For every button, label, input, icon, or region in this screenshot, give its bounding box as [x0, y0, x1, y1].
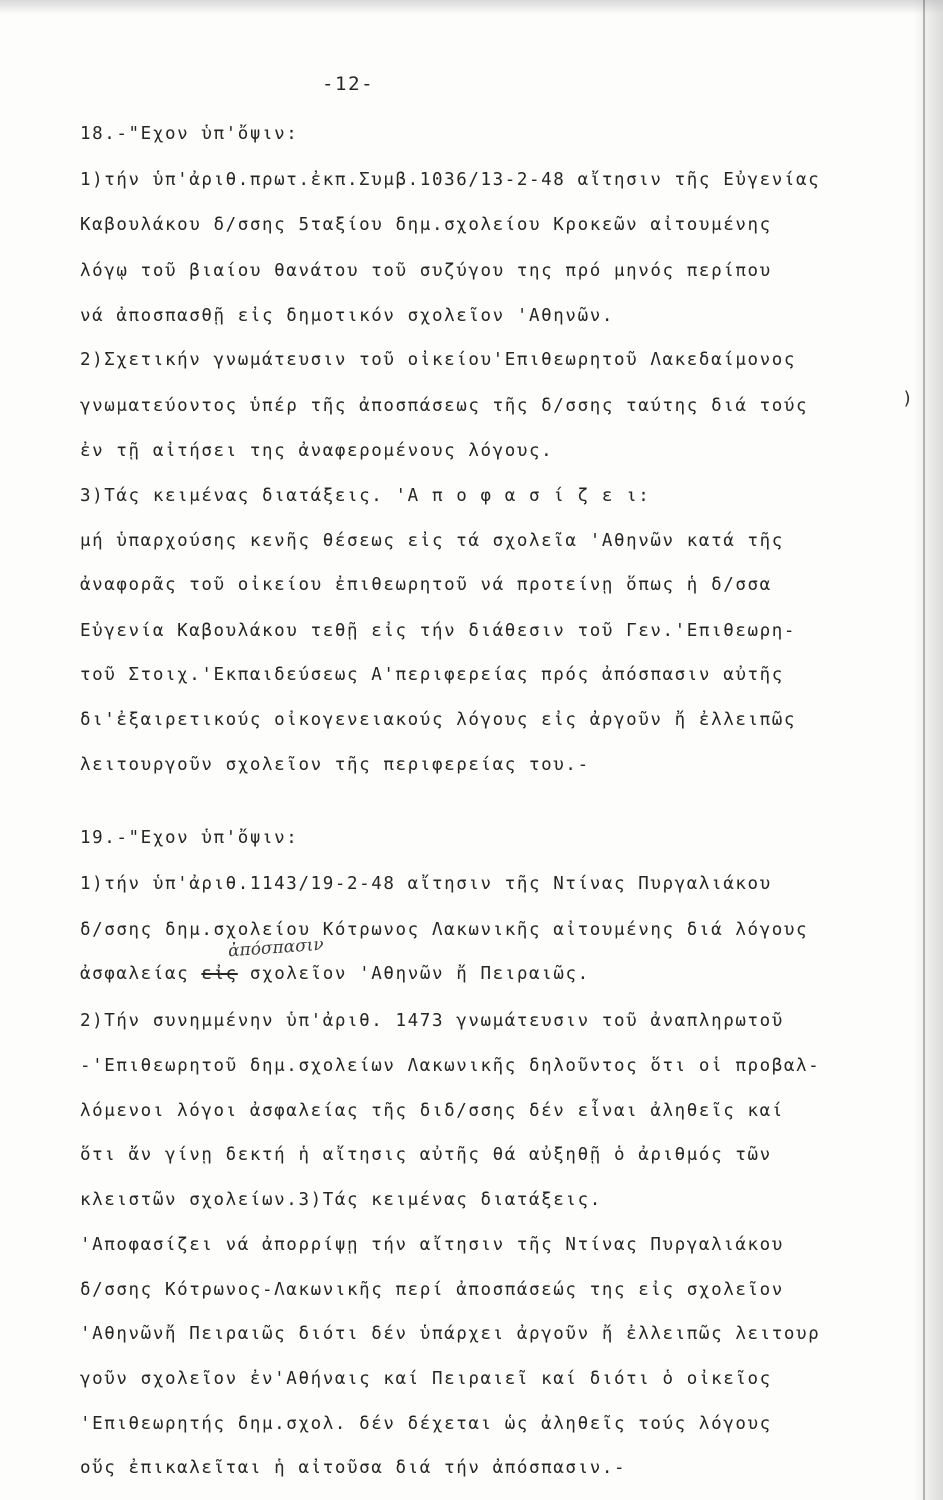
- decision-19-line: δ/σσης δημ.σχολείου Κότρωνος Λακωνικῆς αἰτουμένης διά λόγους: [80, 920, 809, 940]
- struck-word: εἰς: [201, 964, 238, 984]
- decision-19-line: λόμενοι λόγοι ἀσφαλείας τῆς διδ/σσης δέν εἶναι ἀληθεῖς καί: [80, 1101, 784, 1121]
- decision-19-line: 1)τήν ὑπ'ἀριθ.1143/19-2-48 αἴτησιν τῆς Ντίνας Πυργαλιάκου: [80, 874, 772, 894]
- decision-19-line: γοῦν σχολεῖον ἐν'Αθήναις καί Πειραιεῖ καί διότι ὁ οἰκεῖος: [80, 1369, 772, 1389]
- decision-19-line: κλειστῶν σχολείων.3)Τάς κειμένας διατάξεις.: [80, 1190, 602, 1210]
- decision-19-line: 'Αθηνῶνἤ Πειραιῶς διότι δέν ὑπάρχει ἀργοῦν ἤ ἐλλειπῶς λειτουρ: [80, 1324, 821, 1344]
- decision-18-line: 1)τήν ὑπ'ἀριθ.πρωτ.ἐκπ.Συμβ.1036/13-2-48 αἴτησιν τῆς Εὐγενίας: [80, 170, 821, 190]
- decision-19-line: 2)Τήν συνημμένην ὑπ'ἀριθ. 1473 γνωμάτευσιν τοῦ ἀναπληρωτοῦ: [80, 1011, 784, 1031]
- decision-18-line: τοῦ Στοιχ.'Εκπαιδεύσεως Α'περιφερείας πρός ἀπόσπασιν αὐτῆς: [80, 665, 784, 685]
- decision-19-line: 'Επιθεωρητής δημ.σχολ. δέν δέχεται ὡς ἀληθεῖς τούς λόγους: [80, 1414, 772, 1434]
- decision-18-line: λειτουργοῦν σχολεῖον τῆς περιφερείας του.-: [80, 755, 590, 775]
- scan-fold: [0, 0, 943, 14]
- scan-edge-line: [923, 0, 925, 1500]
- decision-18-line: ἀναφορᾶς τοῦ οἰκείου ἐπιθεωρητοῦ νά προτείνῃ ὅπως ἡ δ/σσα: [80, 575, 772, 595]
- decision-18-line: δι'ἐξαιρετικούς οἰκογενειακούς λόγους εἰς ἀργοῦν ἤ ἐλλειπῶς: [80, 710, 797, 730]
- decision-19-line: -'Επιθεωρητοῦ δημ.σχολείων Λακωνικῆς δηλοῦντος ὅτι οἱ προβαλ-: [80, 1056, 821, 1076]
- decision-19-line-3: [80, 964, 590, 984]
- decision-19-line: δ/σσης Κότρωνος-Λακωνικῆς περί ἀποσπάσεώς της εἰς σχολεῖον: [80, 1280, 784, 1300]
- scan-edge-shadow: [913, 0, 943, 1500]
- decision-18-line: νά ἀποσπασθῇ εἰς δημοτικόν σχολεῖον 'Αθηνῶν.: [80, 306, 614, 326]
- line-3-start: ἀσφαλείας: [80, 964, 190, 984]
- decision-18-line: 2)Σχετικήν γνωμάτευσιν τοῦ οἰκείου'Επιθεωρητοῦ Λακεδαίμονος: [80, 350, 797, 370]
- decision-18-line: Καβουλάκου δ/σσης 5ταξίου δημ.σχολείου Κροκεῶν αἰτουμένης: [80, 215, 772, 235]
- decision-19-line: 'Αποφασίζει νά ἀπορρίψῃ τήν αἴτησιν τῆς Ντίνας Πυργαλιάκου: [80, 1235, 784, 1255]
- margin-mark: ): [902, 388, 913, 409]
- decision-18-line: Εὐγενία Καβουλάκου τεθῇ εἰς τήν διάθεσιν τοῦ Γεν.'Επιθεωρη-: [80, 621, 797, 641]
- decision-19-heading: 19.-"Εχον ὑπ'ὄψιν:: [80, 828, 299, 848]
- decision-18-line: ἐν τῇ αἰτήσει της ἀναφερομένους λόγους.: [80, 441, 554, 461]
- decision-18-line: μή ὑπαρχούσης κενῆς θέσεως εἰς τά σχολεῖα 'Αθηνῶν κατά τῆς: [80, 531, 784, 551]
- decision-19-line: ὅτι ἄν γίνῃ δεκτή ἡ αἴτησις αὐτῆς θά αὐξηθῇ ὁ ἀριθμός τῶν: [80, 1145, 772, 1165]
- line-3-rest: σχολεῖον 'Αθηνῶν ἤ Πειραιῶς.: [237, 964, 590, 984]
- decision-18-line: λόγῳ τοῦ βιαίου θανάτου τοῦ συζύγου της πρό μηνός περίπου: [80, 261, 772, 281]
- decision-18-line: 3)Τάς κειμένας διατάξεις. 'Α π ο φ α σ ί ζ ε ι:: [80, 486, 651, 506]
- decision-19-line: οὕς ἐπικαλεῖται ἡ αἰτοῦσα διά τήν ἀπόσπασιν.-: [80, 1458, 627, 1478]
- decision-18-line: γνωματεύοντος ὑπέρ τῆς ἀποσπάσεως τῆς δ/σσης ταύτης διά τούς: [80, 396, 809, 416]
- decision-18-heading: 18.-"Εχον ὑπ'ὄψιν:: [80, 124, 299, 144]
- handwritten-insertion: ἀπόσπασιν: [227, 934, 325, 962]
- page-number: -12-: [322, 73, 375, 95]
